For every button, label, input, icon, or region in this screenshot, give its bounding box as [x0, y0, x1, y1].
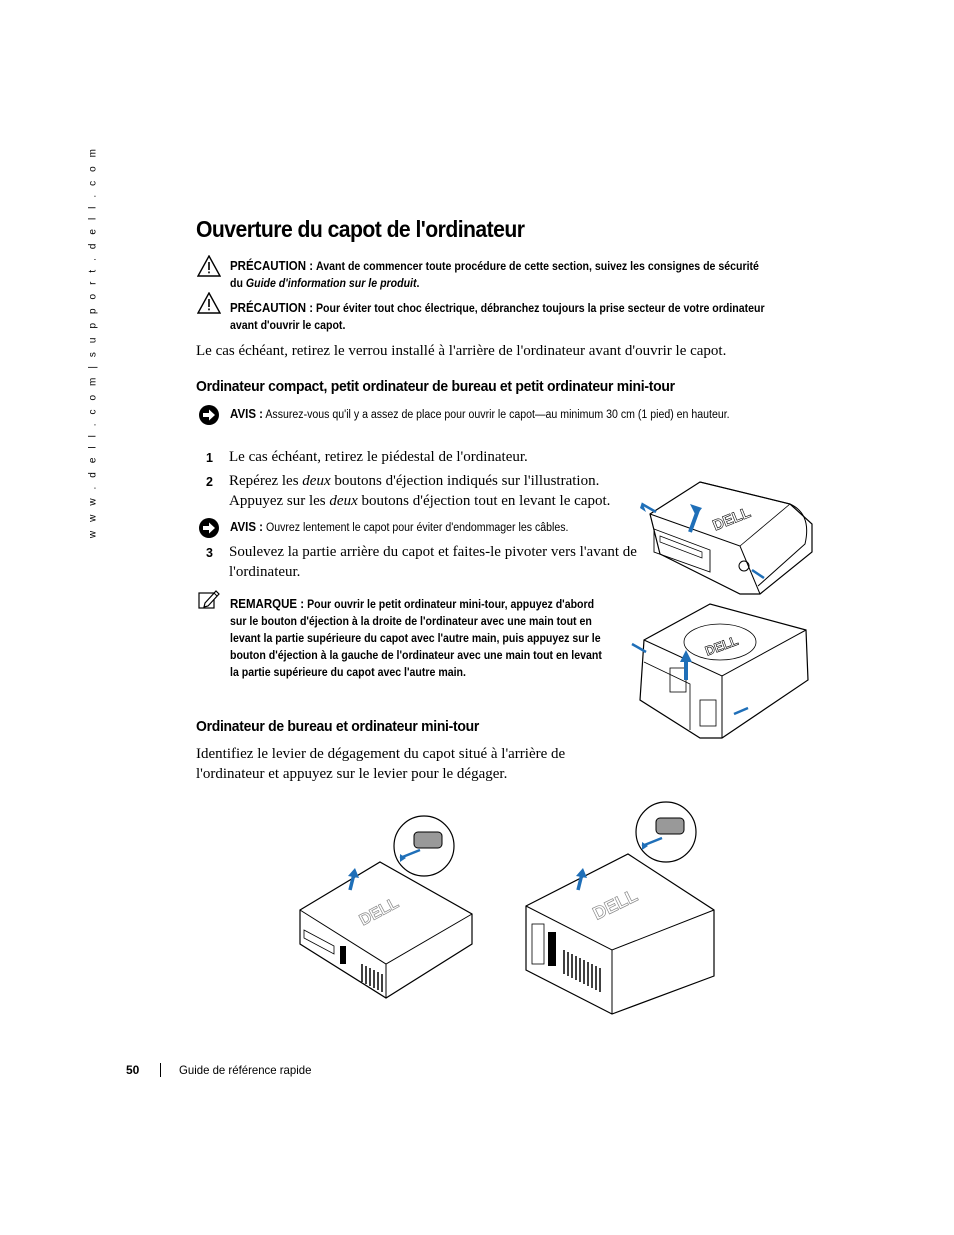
caution-2-text: Pour éviter tout choc électrique, débranchez toujours la prise secteur de votre ordinateur avant d'ouvrir le capot.	[230, 303, 765, 332]
notice-2	[230, 519, 635, 537]
step-2-part-a: Repérez les	[229, 473, 299, 489]
desktop-computer-illustration	[296, 814, 476, 1005]
notice-icon	[198, 517, 220, 544]
section-2-heading: Ordinateur de bureau et ordinateur mini-tour	[196, 718, 480, 735]
step-2-emphasis-c: deux	[329, 493, 358, 509]
notice-1-label: AVIS :	[230, 407, 264, 421]
mini-tower-illustration	[630, 600, 816, 747]
remark-text: Pour ouvrir le petit ordinateur mini-tour, appuyez d'abord sur le bouton d'éjection à la droite de l'ordinateur avec une main tout en levant la partie supérieure du capot avec l'autre main, puis appuyez sur le bouton d'éjection à la gauche de l'ordinateur avec une main tout en levant la partie supérieure du capot avec l'autre main.	[230, 599, 602, 679]
page-number: 50	[126, 1063, 140, 1077]
caution-1-text: Avant de commencer toute procédure de cette section, suivez les consignes de sécurité du	[230, 261, 759, 290]
side-url-text: w w w . d e l l . c o m | s u p p o r t . d e l l . c o m	[87, 145, 99, 539]
dell-logo: DELL	[703, 632, 741, 659]
dell-logo: DELL	[589, 885, 641, 924]
intro-paragraph: Le cas échéant, retirez le verrou installé à l'arrière de l'ordinateur avant d'ouvrir le capot.	[196, 343, 727, 359]
compact-computer-illustration	[640, 474, 816, 607]
notice-1-text: Assurez-vous qu'il y a assez de place pour ouvrir le capot—au minimum 30 cm (1 pied) en hauteur.	[265, 409, 730, 421]
caution-icon	[197, 255, 221, 282]
side-url	[86, 145, 100, 539]
step-3-number: 3	[206, 546, 213, 560]
caution-1	[230, 258, 773, 293]
notice-2-text: Ouvrez lentement le capot pour éviter d'endommager les câbles.	[265, 522, 569, 534]
dell-logo: DELL	[710, 504, 754, 535]
notice-1	[230, 406, 773, 424]
step-2-emphasis-a: deux	[302, 473, 331, 489]
tower-computer-illustration	[520, 800, 720, 1021]
step-1-text: Le cas échéant, retirez le piédestal de l'ordinateur.	[229, 449, 528, 465]
section-1-heading: Ordinateur compact, petit ordinateur de bureau et petit ordinateur mini-tour	[196, 378, 675, 395]
section-2-paragraph: Identifiez le levier de dégagement du capot situé à l'arrière de l'ordinateur et appuyez sur le levier pour le dégager.	[196, 746, 566, 782]
caution-2-label: PRÉCAUTION :	[230, 301, 314, 315]
caution-2	[230, 300, 773, 335]
caution-1-end: .	[416, 278, 420, 290]
step-1-number: 1	[206, 451, 213, 465]
step-2-part-b: boutons d'éjection indiqués sur l'illustration.	[334, 473, 600, 489]
caution-1-label: PRÉCAUTION :	[230, 259, 314, 273]
page-title: Ouverture du capot de l'ordinateur	[196, 216, 525, 242]
caution-1-guide: Guide d'information sur le produit	[245, 278, 417, 290]
step-2-text	[229, 471, 649, 511]
footer-title: Guide de référence rapide	[179, 1063, 312, 1077]
step-2-part-c: Appuyez sur les	[229, 493, 326, 509]
remark-label: REMARQUE :	[230, 597, 305, 611]
caution-icon	[197, 292, 221, 319]
step-3-text: Soulevez la partie arrière du capot et faites-le pivoter vers l'avant de l'ordinateur.	[229, 544, 637, 580]
footer-divider	[160, 1063, 161, 1077]
notice-icon	[198, 404, 220, 431]
remark	[230, 596, 605, 682]
pencil-icon	[198, 588, 220, 615]
step-2-number: 2	[206, 475, 213, 489]
dell-logo: DELL	[356, 894, 402, 930]
notice-2-label: AVIS :	[230, 520, 264, 534]
step-2-part-d: boutons d'éjection tout en levant le capot.	[361, 493, 611, 509]
